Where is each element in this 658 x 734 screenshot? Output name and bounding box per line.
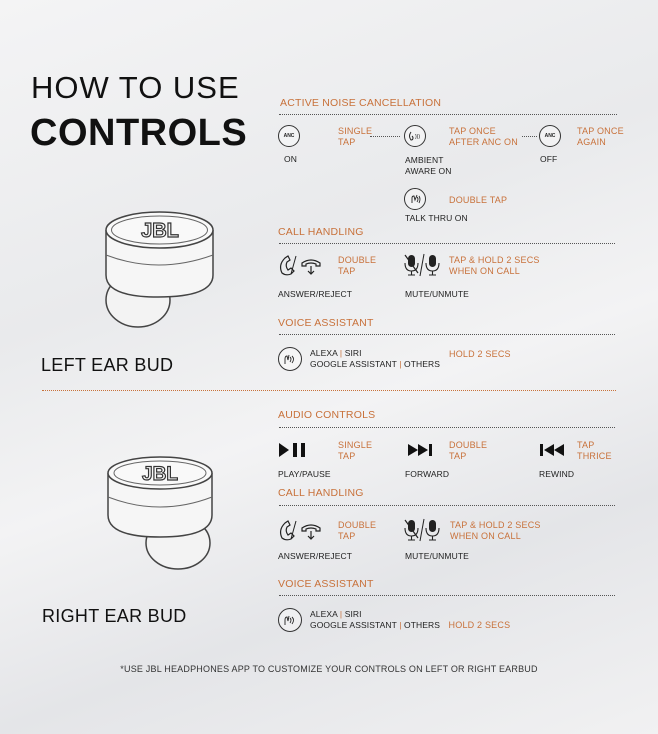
anc-on-icon: ANC [278,125,300,147]
left-voice-title: VOICE ASSISTANT [278,317,374,329]
right-voice-hint: HOLD 2 SECS [448,620,511,630]
divider [279,595,615,596]
left-mute-label: MUTE/UNMUTE [405,289,469,299]
divider [279,114,617,115]
svg-text:))): ))) [415,134,420,140]
rewind-hint: TAP THRICE [577,440,612,461]
right-voice-options: ALEXA | SIRI GOOGLE ASSISTANT | OTHERS HOLD 2 SECS [310,609,511,630]
right-mute-label: MUTE/UNMUTE [405,551,469,561]
rewind-icon [539,443,567,457]
right-earbud-illustration [100,455,225,575]
right-voice-title: VOICE ASSISTANT [278,578,374,590]
voice-assistant-icon [278,347,302,371]
answer-reject-icon [278,518,328,542]
left-voice-options: ALEXA | SIRI GOOGLE ASSISTANT | OTHERS [310,348,441,369]
anc-title: ACTIVE NOISE CANCELLATION [280,97,442,109]
left-earbud-label: LEFT EAR BUD [41,355,174,375]
title-line-1: HOW TO USE [31,70,240,105]
anc-off-label: OFF [540,154,558,164]
right-earbud-logo: JBL [142,464,178,485]
right-answer-reject-label: ANSWER/REJECT [278,551,353,561]
mute-unmute-icon [404,518,442,542]
voice-assistant-icon [278,608,302,632]
connector [522,136,537,137]
right-call-double-tap-hint: DOUBLE TAP [338,520,377,541]
divider [279,243,615,244]
anc-single-tap-hint: SINGLE TAP [338,126,373,147]
answer-reject-icon [278,253,328,277]
play-pause-icon [278,442,308,458]
ambient-aware-icon [404,125,426,147]
left-voice-hint: HOLD 2 SECS [449,349,511,359]
talk-thru-icon [404,188,426,210]
footer-note: *USE JBL HEADPHONES APP TO CUSTOMIZE YOUR CONTROLS ON LEFT OR RIGHT EARBUD [120,664,538,674]
talk-thru-label: TALK THRU ON [405,213,468,223]
anc-on-label: ON [284,154,297,164]
divider [279,427,615,428]
left-earbud-illustration [98,205,223,330]
anc-off-hint: TAP ONCE AGAIN [577,126,624,147]
audio-controls-title: AUDIO CONTROLS [278,409,376,421]
ambient-aware-label: AMBIENT AWARE ON [405,155,452,176]
right-call-title: CALL HANDLING [278,487,364,499]
play-pause-label: PLAY/PAUSE [278,469,331,479]
play-pause-hint: SINGLE TAP [338,440,373,461]
rewind-label: REWIND [539,469,575,479]
right-mute-hint: TAP & HOLD 2 SECS WHEN ON CALL [450,520,541,541]
talk-thru-hint: DOUBLE TAP [449,195,508,205]
divider [279,334,615,335]
connector [370,136,400,137]
right-earbud-label: RIGHT EAR BUD [42,606,187,626]
left-call-double-tap-hint: DOUBLE TAP [338,255,377,276]
anc-off-icon: ANC [539,125,561,147]
divider [279,505,615,506]
left-answer-reject-label: ANSWER/REJECT [278,289,353,299]
title-line-2: CONTROLS [30,112,248,154]
left-earbud-logo: JBL [141,220,179,242]
left-call-title: CALL HANDLING [278,226,364,238]
left-mute-hint: TAP & HOLD 2 SECS WHEN ON CALL [449,255,540,276]
mute-unmute-icon [404,253,442,277]
forward-hint: DOUBLE TAP [449,440,488,461]
forward-icon [407,443,435,457]
earbud-separator [42,390,616,391]
ambient-tap-hint: TAP ONCE AFTER ANC ON [449,126,518,147]
forward-label: FORWARD [405,469,450,479]
